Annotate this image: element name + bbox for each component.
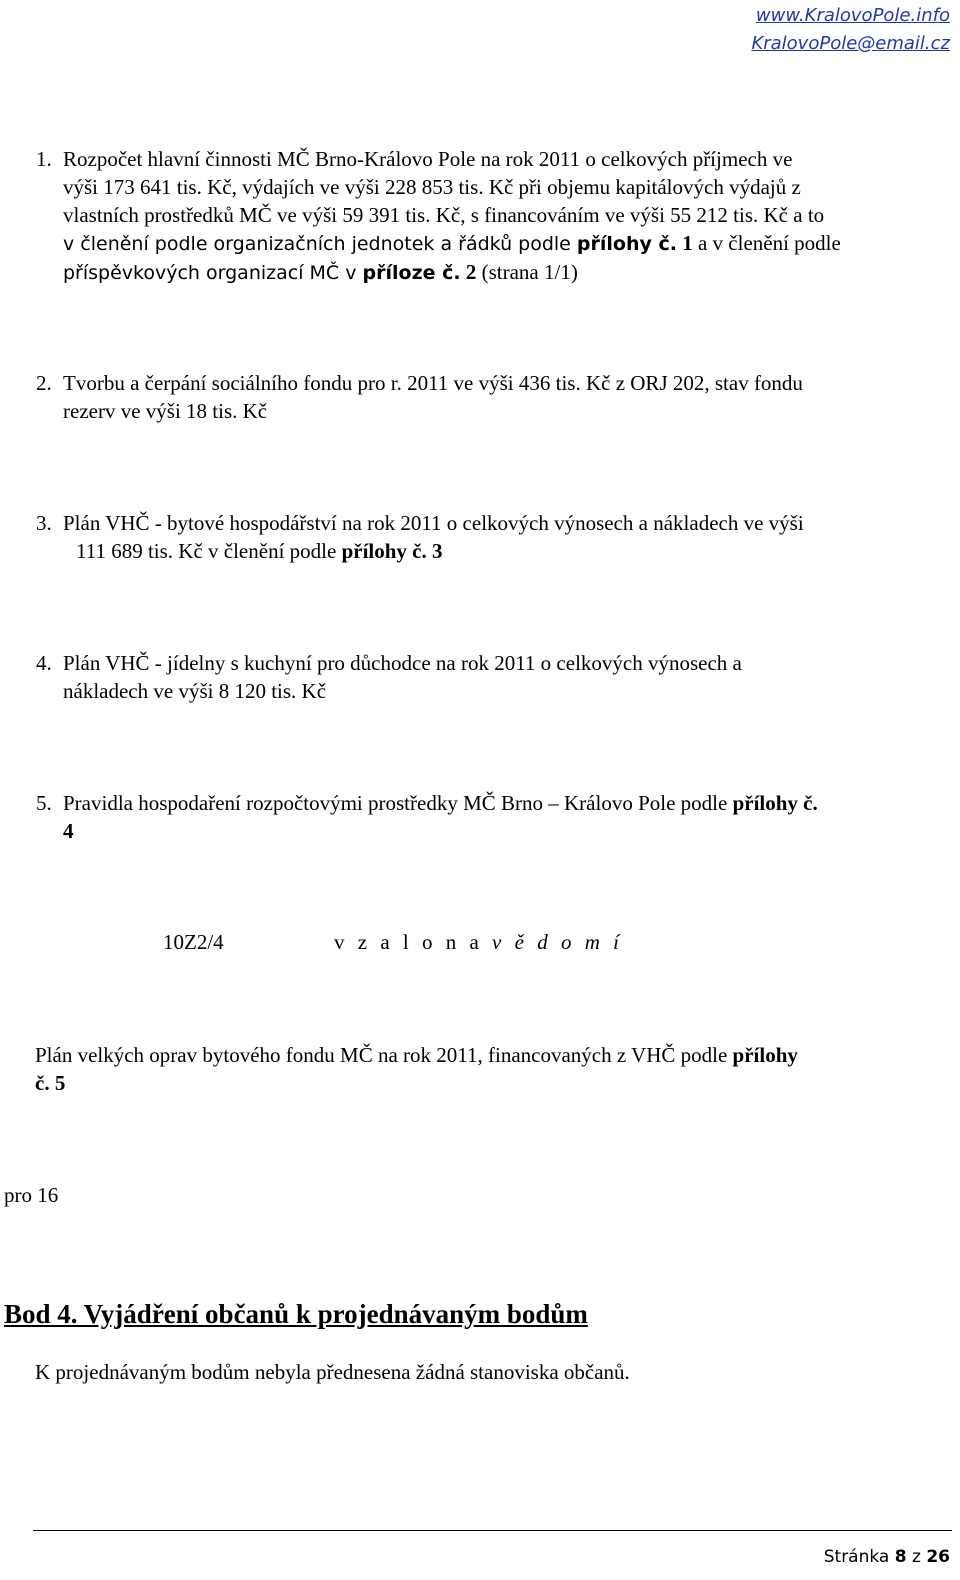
attachment-ref: přílohy č. bbox=[732, 791, 818, 815]
resolution-item-3 bbox=[36, 509, 804, 565]
section-body: K projednávaným bodům nebyla přednesena žádná stanoviska občanů. bbox=[35, 1360, 630, 1384]
item-line: rezerv ve výši 18 tis. Kč bbox=[63, 399, 268, 423]
total-pages: 26 bbox=[926, 1547, 950, 1567]
item-line: v členění podle organizačních jednotek a řádků podle přílohy č. 1 a v členění podle bbox=[63, 231, 841, 255]
page-header bbox=[751, 2, 950, 58]
attachment-ref: příloze č. bbox=[362, 262, 461, 284]
resolution-code: 10Z2/4 bbox=[163, 930, 224, 954]
item-line: vlastních prostředků MČ ve výši 59 391 tis. Kč, s financováním ve výši 55 212 tis. Kč a to bbox=[63, 203, 825, 227]
footer-divider bbox=[33, 1530, 952, 1531]
page-footer: Stránka 8 z 26 bbox=[823, 1547, 950, 1567]
item-line: Pravidla hospodaření rozpočtovými prostředky MČ Brno – Královo Pole podle přílohy č. bbox=[63, 791, 818, 815]
resolution-verdict: v z a l o n a v ě d o m í bbox=[334, 930, 623, 954]
item-line: Plán VHČ - jídelny s kuchyní pro důchodce na rok 2011 o celkových výnosech a bbox=[63, 651, 742, 675]
email-link[interactable]: KralovoPole@email.cz bbox=[751, 33, 950, 54]
website-link[interactable]: www.KralovoPole.info bbox=[755, 5, 950, 26]
item-line: nákladech ve výši 8 120 tis. Kč bbox=[63, 679, 327, 703]
attachment-ref: přílohy č. bbox=[576, 233, 677, 255]
resolution-item-5 bbox=[36, 789, 818, 845]
item-number: 2. bbox=[36, 371, 52, 395]
resolution-item-2 bbox=[36, 369, 803, 425]
paragraph-line: č. 5 bbox=[35, 1071, 66, 1095]
item-number: 1. bbox=[36, 147, 52, 171]
item-number: 4. bbox=[36, 651, 52, 675]
attachment-ref: přílohy č. 3 bbox=[341, 539, 443, 563]
resolution-item-4 bbox=[36, 649, 742, 705]
item-line: Tvorbu a čerpání sociálního fondu pro r. 2011 ve výši 436 tis. Kč z ORJ 202, stav fondu bbox=[63, 371, 803, 395]
resolution-item-1 bbox=[36, 145, 841, 287]
item-line: výši 173 641 tis. Kč, výdajích ve výši 228 853 tis. Kč při objemu kapitálových výdajů z bbox=[63, 175, 801, 199]
plan-paragraph bbox=[35, 1041, 798, 1097]
item-line: 4 bbox=[63, 819, 74, 843]
current-page: 8 bbox=[894, 1547, 907, 1567]
item-line: Rozpočet hlavní činnosti MČ Brno-Královo Pole na rok 2011 o celkových příjmech ve bbox=[63, 147, 793, 171]
paragraph-line: Plán velkých oprav bytového fondu MČ na rok 2011, financovaných z VHČ podle přílohy bbox=[35, 1043, 798, 1067]
attachment-ref: přílohy bbox=[732, 1043, 798, 1067]
item-line: příspěvkových organizací MČ v příloze č. 2 (strana 1/1) bbox=[63, 260, 578, 284]
item-line: Plán VHČ - bytové hospodářství na rok 2011 o celkových výnosech a nákladech ve výši bbox=[63, 511, 804, 535]
vote-result: pro 16 bbox=[4, 1183, 59, 1207]
item-line: 111 689 tis. Kč v členění podle přílohy č. 3 bbox=[76, 539, 443, 563]
section-heading: Bod 4. Vyjádření občanů k projednávaným bodům bbox=[4, 1299, 588, 1329]
item-number: 3. bbox=[36, 511, 52, 535]
item-number: 5. bbox=[36, 791, 52, 815]
